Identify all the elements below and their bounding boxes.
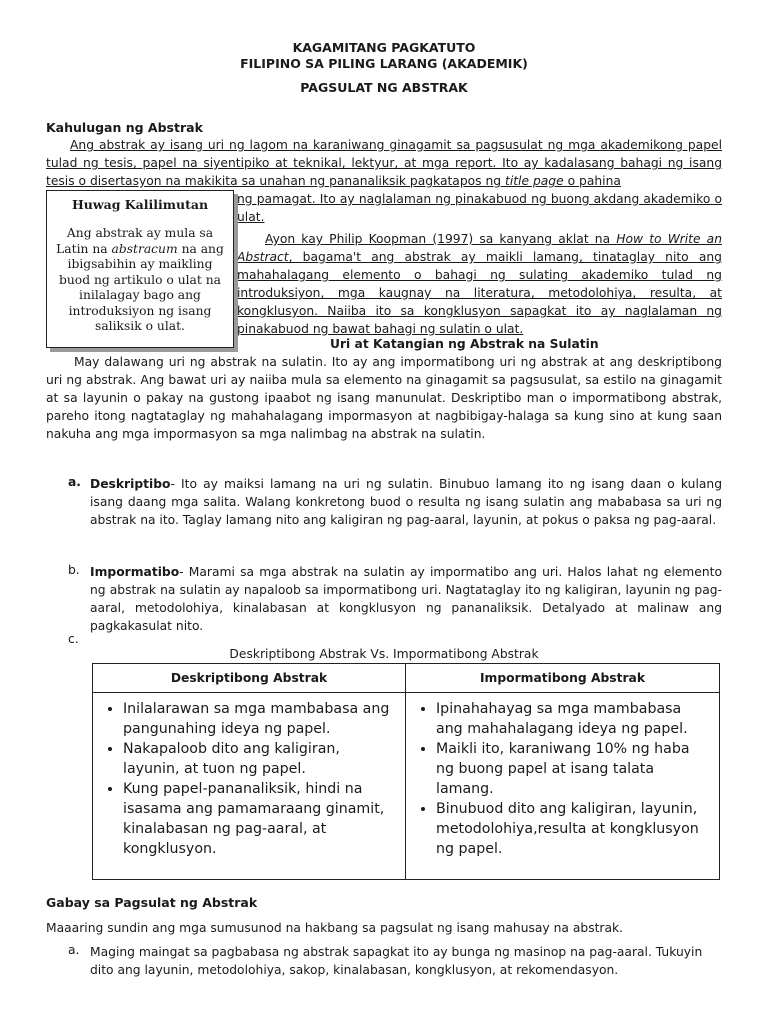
reminder-latin-term: abstracum xyxy=(111,241,178,256)
comparison-table xyxy=(92,663,720,880)
table-header-row xyxy=(93,664,720,693)
section-heading-kahulugan: Kahulugan ng Abstrak xyxy=(46,120,203,135)
list-item: • Kung papel-pananaliksik, hindi na isasama ang pamamaraang ginamit, kinalabasan ng pag-aaral, at kongklusyon. xyxy=(123,779,397,859)
bullet-list xyxy=(93,699,397,859)
list-marker-c: c. xyxy=(68,632,79,646)
table-row xyxy=(93,693,720,880)
paragraph-koopman xyxy=(237,230,722,338)
list-item: • Nakapaloob dito ang kaligiran, layunin, at tuon ng papel. xyxy=(123,739,397,779)
table-cell-deskriptibo xyxy=(93,693,406,880)
list-item-gabay-a: Maging maingat sa pagbabasa ng abstrak sapagkat ito ay bunga ng masinop na pag-aaral. Tukuyin dito ang layunin, metodolohiya, sakop, kinalabasan, kongklusyon, at rekomendasyon. xyxy=(90,945,703,977)
bullet-list xyxy=(406,699,711,859)
header-line-2: FILIPINO SA PILING LARANG (AKADEMIK) xyxy=(240,56,528,71)
paragraph-text: Ang abstrak ay isang uri ng lagom na karaniwang ginagamit sa pagsusulat ng mga akademikong papel tulad ng tesis, papel na siyentipiko at teknikal, lektyur, at mga report. Ito ay kadalasang bahagi ng isang tesis o disertasyon na makikita sa unahan ng pananaliksik pagkatapos ng xyxy=(46,138,722,188)
paragraph-tail: o pahina xyxy=(567,174,621,188)
term-definition: - Ito ay maiksi lamang na uri ng sulatin. Binubuo lamang ito ng isang daan o kulang isang daang mga salita. Walang konkretong buod o resulta ng isang sulatin ang mababasa sa uri ng abstrak na ito. Taglay lamang nito ang kaligiran ng pag-aaral, layunin, at pokus o paksa ng pag-aaral. xyxy=(90,477,722,527)
italic-term: title page xyxy=(505,174,564,188)
paragraph-text-continued: , bagama't ang abstrak ay maikli lamang, tinataglay nito ang mahahalagang elemento o bahagi ng sulating akademiko tulad ng introduksiyon, mga kaugnay na literatura, metodolohiya, resulta, at kongklusyon. Naiiba ito sa kongklusyon sapagkat ito ay naglalaman ng pinakabuod ng bawat bahagi ng sulatin o ulat. xyxy=(237,250,722,336)
list-item: • Inilalarawan sa mga mambabasa ang pangunahing ideya ng papel. xyxy=(123,699,397,739)
paragraph-uri-ng-abstrak: May dalawang uri ng abstrak na sulatin. Ito ay ang impormatibong uri ng abstrak at ang deskriptibong uri ng abstrak. Ang bawat uri ay naiiba mula sa elemento na ginagamit sa pagsusulat, sa estilo na ginagamit at sa layunin o pakay na gustong ipaabot ng isang manunulat. Deskriptibo man o impormatibong abstrak, pareho itong nagtataglay ng mahahalagang impormasyon at nagbibigay-halaga sa kung sino at kung saan nakuha ang mga impormasyon sa mga nalimbag na abstrak na sulatin. xyxy=(46,355,722,441)
list-marker-a: a. xyxy=(68,943,80,957)
table-caption: Deskriptibong Abstrak Vs. Impormatibong Abstrak xyxy=(229,647,539,661)
list-marker-a: a. xyxy=(68,475,81,489)
reminder-title: Huwag Kalilimutan xyxy=(71,197,209,212)
list-item: • Ipinahahayag sa mga mambabasa ang mahahalagang ideya ng papel. xyxy=(436,699,711,739)
table-cell-impormatibo xyxy=(406,693,720,880)
section-heading-gabay: Gabay sa Pagsulat ng Abstrak xyxy=(46,895,258,910)
list-item-impormatibo xyxy=(90,563,722,635)
table-header-deskriptibo: Deskriptibong Abstrak xyxy=(93,664,406,693)
term-deskriptibo: Deskriptibo xyxy=(90,477,171,491)
paragraph-gabay-intro: Maaaring sundin ang mga sumusunod na hakbang sa pagsulat ng isang mahusay na abstrak. xyxy=(46,921,624,935)
paragraph-text: Ayon kay Philip Koopman (1997) sa kanyang aklat na xyxy=(265,232,611,246)
reminder-body xyxy=(53,226,227,335)
reminder-text: Ang abstrak ay mula sa Latin na xyxy=(56,226,214,256)
list-item: • Binubuod dito ang kaligiran, layunin, metodolohiya,resulta at kongklusyon ng papel. xyxy=(436,799,711,859)
term-impormatibo: Impormatibo xyxy=(90,565,180,579)
reminder-box xyxy=(46,190,234,348)
paragraph-abstrak-definition-continued: ng pamagat. Ito ay naglalaman ng pinakabuod ng buong akdang akademiko o ulat. xyxy=(237,192,722,224)
list-marker-b: b. xyxy=(68,563,80,577)
table-header-impormatibo: Impormatibong Abstrak xyxy=(406,664,720,693)
term-definition: - Marami sa mga abstrak na sulatin ay impormatibo ang uri. Halos lahat ng elemento ng abstrak na sulatin ay napaloob sa impormatibong uri. Nagtataglay ito ng kaligiran, layunin ng pag-aaral, metodolohiya, kinalabasan at kongklusyon ng pananaliksik. Detalyado at malinaw ang pagkakasulat nito. xyxy=(90,565,722,633)
book-title: How to Write an Abstract xyxy=(237,232,722,264)
section-heading-uri: Uri at Katangian ng Abstrak na Sulatin xyxy=(330,337,599,351)
list-item-deskriptibo xyxy=(90,475,722,529)
reminder-text-continued: na ang ibigsabihin ay maikling buod ng artikulo o ulat na inilalagay bago ang introduksiyon ng isang saliksik o ulat. xyxy=(59,241,224,333)
header-line-1: KAGAMITANG PAGKATUTO xyxy=(292,40,476,55)
paragraph-abstrak-definition xyxy=(46,136,722,190)
list-item: • Maikli ito, karaniwang 10% ng haba ng buong papel at isang talata lamang. xyxy=(436,739,711,799)
header-title: PAGSULAT NG ABSTRAK xyxy=(300,80,468,95)
